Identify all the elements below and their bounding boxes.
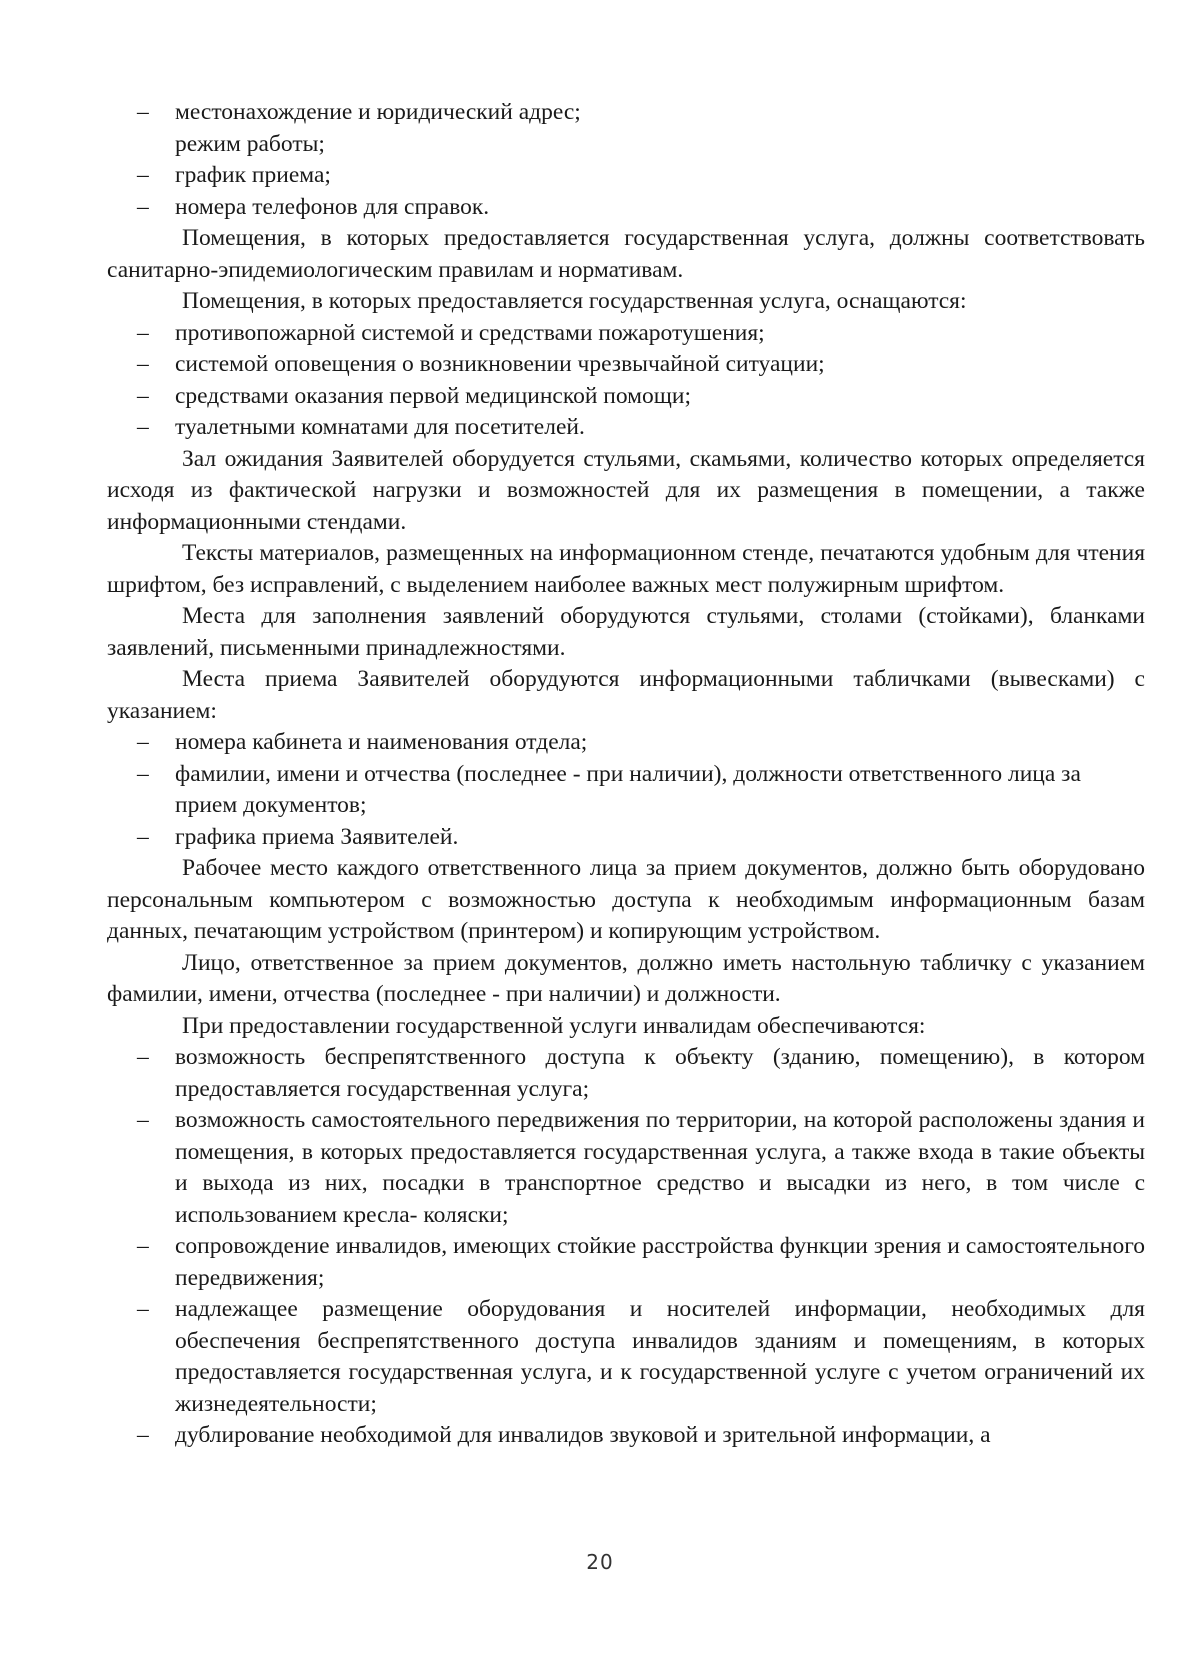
list-item <box>107 97 1145 129</box>
list-item <box>107 192 1145 224</box>
list-dash: – <box>137 193 149 220</box>
list-item <box>107 1042 1145 1105</box>
list-item-text: туалетными комнатами для посетителей. <box>175 414 585 440</box>
list-item <box>107 349 1145 381</box>
list-item-text: график приема; <box>175 162 331 188</box>
list-dash: – <box>137 351 149 377</box>
list-item-text: дублирование необходимой для инвалидов звуковой и зрительной информации, а <box>175 1422 991 1448</box>
list-item-text: фамилии, имени и отчества (последнее - при наличии), должности ответственного лица за прием документов; <box>175 760 1081 818</box>
paragraph: Зал ожидания Заявителей оборудуется стульями, скамьями, количество которых определяется исходя из фактической нагрузки и возможностей для их размещения в помещении, а также информационными стендами. <box>107 445 1145 535</box>
list-item <box>107 727 1145 759</box>
list-item-text: сопровождение инвалидов, имеющих стойкие расстройства функции зрения и самостоятельного передвижения; <box>175 1233 1145 1291</box>
list-item-text: графика приема Заявителей. <box>175 823 459 850</box>
paragraph: Рабочее место каждого ответственного лица за прием документов, должно быть оборудовано персональным компьютером с возможностью доступа к необходимым информационным базам данных, печатающим устройством (принтером) и копирующим устройством. <box>107 855 1145 944</box>
list-dash: – <box>137 162 149 188</box>
list-item-text: противопожарной системой и средствами пожаротушения; <box>175 319 765 346</box>
list-item <box>107 759 1145 822</box>
document-body <box>107 97 1145 1452</box>
list-item <box>107 1420 1145 1452</box>
list-item-text: системой оповещения о возникновении чрезвычайной ситуации; <box>175 351 825 377</box>
list-item <box>107 412 1145 444</box>
paragraph: При предоставлении государственной услуги инвалидам обеспечиваются: <box>182 1012 926 1039</box>
list-item <box>107 129 1145 161</box>
list-item <box>107 318 1145 350</box>
list-dash: – <box>137 1422 149 1448</box>
list-item <box>107 160 1145 192</box>
list-dash: – <box>137 99 149 125</box>
list-item-text: возможность самостоятельного передвижения по территории, на которой расположены здания и помещения, в которых предоставляется государственная услуга, а также входа в такие объекты и выхода из них, посадки в транспортное средство и высадки из него, в том числе с использованием кресла- коляски; <box>175 1107 1145 1228</box>
list-item-text: средствами оказания первой медицинской помощи; <box>175 382 691 409</box>
list-item <box>107 1105 1145 1231</box>
list-dash: – <box>137 760 149 787</box>
list-dash: – <box>137 1044 149 1070</box>
list-dash: – <box>137 823 149 850</box>
list-item <box>107 1294 1145 1420</box>
list-item-text: возможность беспрепятственного доступа к объекту (зданию, помещению), в котором предоставляется государственная услуга; <box>175 1044 1145 1102</box>
list-item <box>107 822 1145 854</box>
paragraph: Места для заполнения заявлений оборудуются стульями, столами (стойками), бланками заявлений, письменными принадлежностями. <box>107 603 1145 661</box>
list-dash: – <box>137 382 149 409</box>
list-dash: – <box>137 1296 149 1322</box>
list-dash: – <box>137 414 149 440</box>
list-dash: – <box>137 729 149 755</box>
list-item-text: местонахождение и юридический адрес; <box>175 99 581 125</box>
list-item-text: надлежащее размещение оборудования и носителей информации, необходимых для обеспечения беспрепятственного доступа инвалидов зданиям и помещениям, в которых предоставляется государственная услуга, и к государственной услуге с учетом ограничений их жизнедеятельности; <box>175 1296 1145 1417</box>
paragraph: Лицо, ответственное за прием документов, должно иметь настольную табличку с указанием фамилии, имени, отчества (последнее - при наличии) и должности. <box>107 949 1145 1007</box>
paragraph: Тексты материалов, размещенных на информационном стенде, печатаются удобным для чтения шрифтом, без исправлений, с выделением наиболее важных мест полужирным шрифтом. <box>107 540 1145 598</box>
list-item-text: номера кабинета и наименования отдела; <box>175 729 588 755</box>
list-item <box>107 1231 1145 1294</box>
list-item-text: номера телефонов для справок. <box>175 193 490 220</box>
paragraph: Места приема Заявителей оборудуются информационными табличками (вывесками) с указанием: <box>107 666 1145 724</box>
list-item <box>107 381 1145 413</box>
paragraph: Помещения, в которых предоставляется государственная услуга, должны соответствовать санитарно-эпидемиологическим правилам и нормативам. <box>107 225 1145 283</box>
list-dash: – <box>137 1107 149 1133</box>
list-item-text: режим работы; <box>175 130 325 157</box>
list-dash: – <box>137 1233 149 1259</box>
list-dash: – <box>137 319 149 346</box>
page-number: 20 <box>586 1550 614 1574</box>
paragraph: Помещения, в которых предоставляется государственная услуга, оснащаются: <box>182 288 967 314</box>
